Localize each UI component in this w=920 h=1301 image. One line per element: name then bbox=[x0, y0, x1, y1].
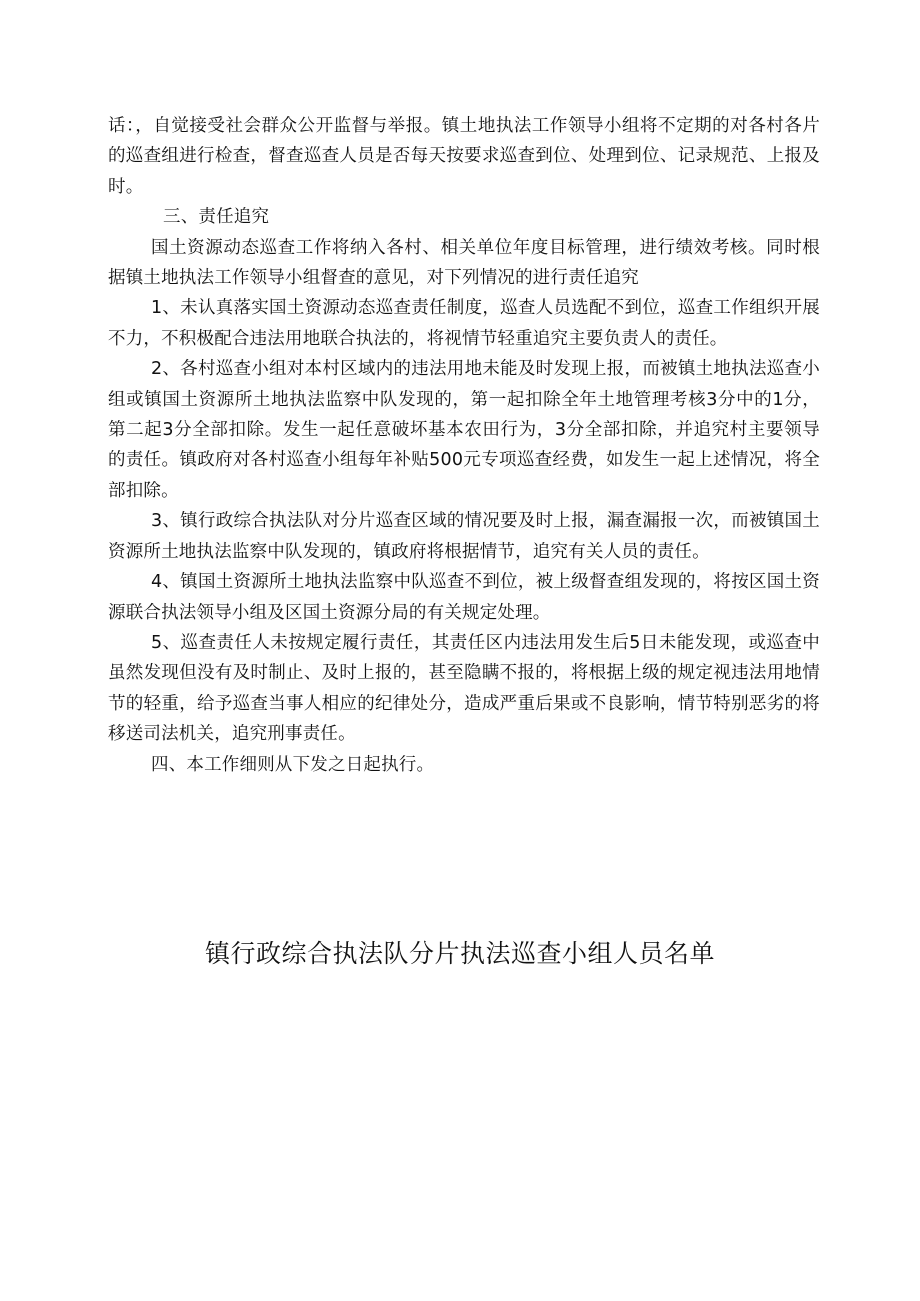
paragraph-intro: 国土资源动态巡查工作将纳入各村、相关单位年度目标管理，进行绩效考核。同时根据镇土地执法工作领导小组督查的意见，对下列情况的进行责任追究 bbox=[108, 237, 820, 289]
paragraph-item-1: 1、未认真落实国土资源动态巡查责任制度，巡查人员选配不到位，巡查工作组织开展不力，不积极配合违法用地联合执法的，将视情节轻重追究主要负责人的责任。 bbox=[108, 298, 820, 349]
paragraph-continued: 话：，自觉接受社会群众公开监督与举报。镇土地执法工作领导小组将不定期的对各村各片的巡查组进行检查，督查巡查人员是否每天按要求巡查到位、处理到位、记录规范、上报及时。 bbox=[108, 116, 820, 197]
section-heading-3: 三、责任追究 bbox=[163, 207, 270, 228]
paragraph-item-5: 5、巡查责任人未按规定履行责任，其责任区内违法用发生后5日未能发现，或巡查中虽然发现但没有及时制止、及时上报的，甚至隐瞒不报的，将根据上级的规定视违法用地情节的轻重，给予巡查当事人相应的纪律处分，造成严重后果或不良影响，情节特别恶劣的将移送司法机关，追究刑事责任。 bbox=[108, 632, 820, 745]
document-body bbox=[108, 111, 820, 780]
paragraph-item-4: 4、镇国土资源所土地执法监察中队巡查不到位，被上级督查组发现的，将按区国土资源联合执法领导小组及区国土资源分局的有关规定处理。 bbox=[108, 572, 820, 623]
paragraph-item-2: 2、各村巡查小组对本村区域内的违法用地未能及时发现上报，而被镇土地执法巡查小组或镇国土资源所土地执法监察中队发现的，第一起扣除全年土地管理考核3分中的1分，第二起3分全部扣除。发生一起任意破坏基本农田行为，3分全部扣除，并追究村主要领导的责任。镇政府对各村巡查小组每年补贴500元专项巡查经费，如发生一起上述情况，将全部扣除。 bbox=[108, 359, 820, 501]
section-heading-4: 四、本工作细则从下发之日起执行。 bbox=[151, 754, 435, 775]
document-title: 镇行政综合执法队分片执法巡查小组人员名单 bbox=[204, 939, 715, 968]
paragraph-item-3: 3、镇行政综合执法队对分片巡查区域的情况要及时上报，漏查漏报一次，而被镇国土资源所土地执法监察中队发现的，镇政府将根据情节，追究有关人员的责任。 bbox=[108, 511, 820, 562]
